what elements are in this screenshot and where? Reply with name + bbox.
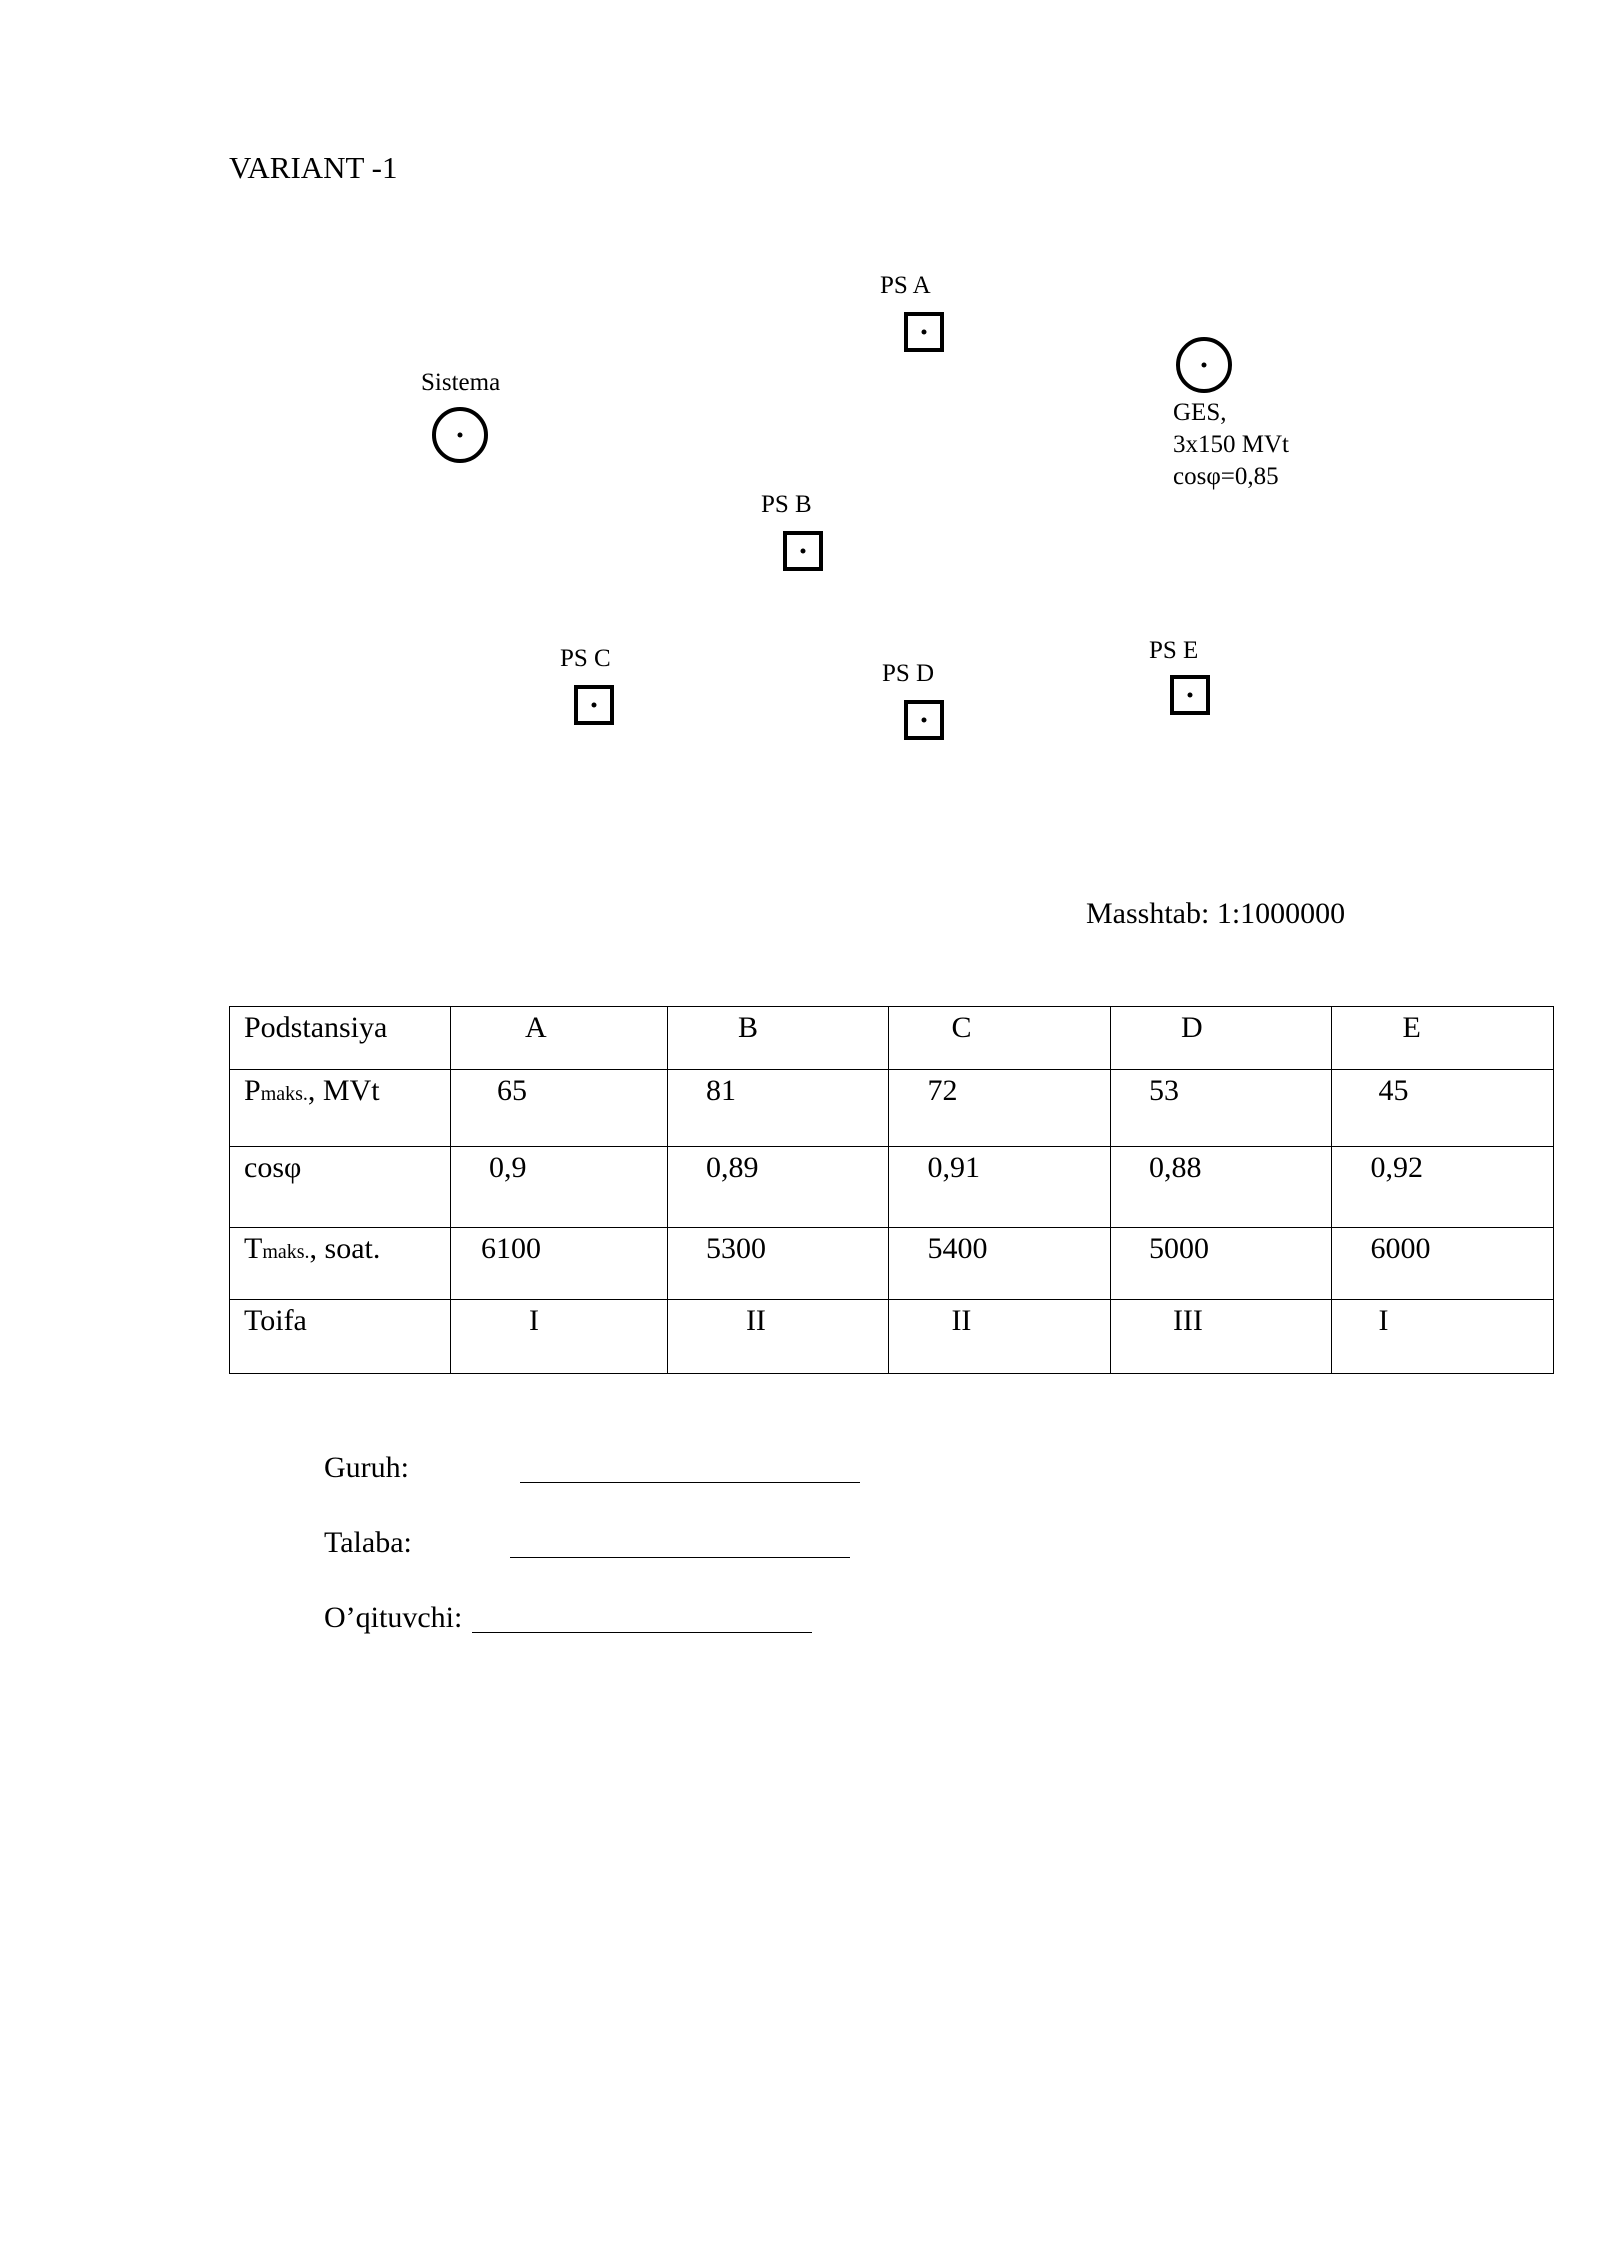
talaba-signature-line bbox=[510, 1557, 850, 1558]
table-cell: 65 bbox=[451, 1070, 668, 1147]
ps-b-label: PS B bbox=[761, 491, 812, 518]
ps-e-label: PS E bbox=[1149, 637, 1199, 664]
row-label: Toifa bbox=[230, 1300, 451, 1374]
table-cell: 5400 bbox=[889, 1228, 1111, 1300]
oqituvchi-signature-line bbox=[472, 1632, 812, 1633]
table-cell: III bbox=[1110, 1300, 1332, 1374]
header-col: B bbox=[667, 1007, 889, 1070]
table-cell: II bbox=[667, 1300, 889, 1374]
ges-circle-icon bbox=[1176, 337, 1232, 393]
table-cell: 0,91 bbox=[889, 1147, 1111, 1228]
header-col: E bbox=[1332, 1007, 1554, 1070]
table-cell: 6100 bbox=[451, 1228, 668, 1300]
table-cell: II bbox=[889, 1300, 1111, 1374]
table-cell: 81 bbox=[667, 1070, 889, 1147]
ps-c-label: PS C bbox=[560, 645, 611, 672]
header-col: D bbox=[1110, 1007, 1332, 1070]
substation-table bbox=[229, 1006, 1554, 1374]
table-cell: I bbox=[1332, 1300, 1554, 1374]
table-cell: I bbox=[451, 1300, 668, 1374]
ps-d-label: PS D bbox=[882, 660, 935, 687]
row-label: Pmaks., MVt bbox=[230, 1070, 451, 1147]
ps-d-square-icon bbox=[904, 700, 944, 740]
table-cell: 6000 bbox=[1332, 1228, 1554, 1300]
ps-a-square-icon bbox=[904, 312, 944, 352]
talaba-label: Talaba: bbox=[324, 1526, 412, 1559]
table-cell: 53 bbox=[1110, 1070, 1332, 1147]
header-col: A bbox=[451, 1007, 668, 1070]
table-cell: 5000 bbox=[1110, 1228, 1332, 1300]
map-scale: Masshtab: 1:1000000 bbox=[1086, 897, 1346, 930]
ps-c-square-icon bbox=[574, 685, 614, 725]
sistema-circle-icon bbox=[432, 407, 488, 463]
table-cell: 5300 bbox=[667, 1228, 889, 1300]
ps-e-square-icon bbox=[1170, 675, 1210, 715]
table-row bbox=[230, 1147, 1554, 1228]
ges-capacity: 3x150 MVt bbox=[1173, 431, 1289, 458]
page-title: VARIANT -1 bbox=[229, 150, 398, 185]
table-cell: 0,92 bbox=[1332, 1147, 1554, 1228]
table-cell: 45 bbox=[1332, 1070, 1554, 1147]
oqituvchi-label: O’qituvchi: bbox=[324, 1601, 463, 1634]
header-col: C bbox=[889, 1007, 1111, 1070]
table-cell: 0,89 bbox=[667, 1147, 889, 1228]
ges-label: GES, bbox=[1173, 399, 1227, 426]
ps-a-label: PS A bbox=[880, 272, 931, 299]
table-row bbox=[230, 1300, 1554, 1374]
header-label: Podstansiya bbox=[230, 1007, 451, 1070]
sistema-label: Sistema bbox=[421, 369, 501, 396]
table-cell: 72 bbox=[889, 1070, 1111, 1147]
table-row bbox=[230, 1228, 1554, 1300]
table-header-row bbox=[230, 1007, 1554, 1070]
row-label: cosφ bbox=[230, 1147, 451, 1228]
ps-b-square-icon bbox=[783, 531, 823, 571]
table-row bbox=[230, 1070, 1554, 1147]
ges-cosphi: cosφ=0,85 bbox=[1173, 463, 1279, 490]
guruh-label: Guruh: bbox=[324, 1451, 409, 1484]
table-cell: 0,88 bbox=[1110, 1147, 1332, 1228]
row-label: Tmaks., soat. bbox=[230, 1228, 451, 1300]
guruh-signature-line bbox=[520, 1482, 860, 1483]
table-cell: 0,9 bbox=[451, 1147, 668, 1228]
